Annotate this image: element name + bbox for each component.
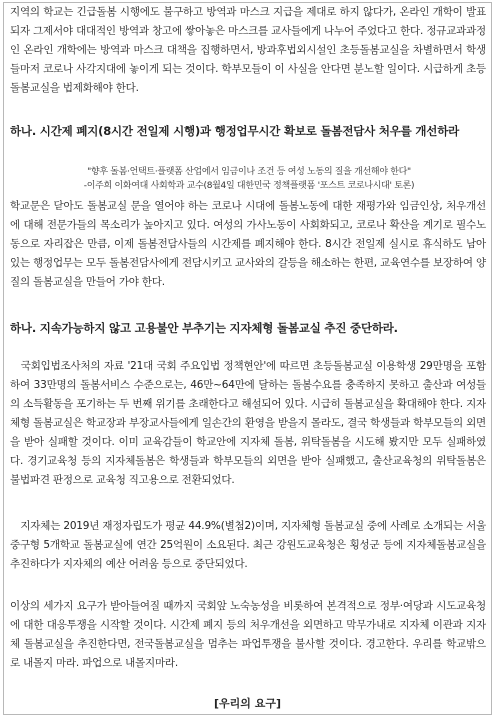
heading-local-gov: 하나. 지속가능하지 않고 고용불안 부추기는 지자체형 돌봄교실 추진 중단하라. xyxy=(10,321,398,335)
paragraph-finance: 지자체는 2019년 재정자립도가 평균 44.9%(별첨2)이며, 지자체형 돌봄교실 중에 사례로 소개되는 서울 중구형 5개학교 돌봄교실에 연간 25억원이 소요된다. 최근 강원도교육청은 횡성군 등에 지자체돌봄교실을 추진하다가 지자체의 예산 어려움 등으로 중단되었다. xyxy=(10,520,486,570)
heading-shift-work: 하나. 시간제 폐지(8시간 전일제 시행)과 행정업무시간 확보로 돌봄전담사 처우를 개선하라 xyxy=(10,124,460,138)
paragraph-care-labor: 학교문은 닫아도 돌봄교실 문을 열어야 하는 코로나 시대에 돌봄노동에 대한 재평가와 임금인상, 처우개선에 대해 전문가들의 목소리가 높아지고 있다. 여성의 가사노동이 사회화되고, 코로나 확산을 계기로 필수노동으로 자리잡은 만큼, 이제 돌봄전담사들의 시간제를 폐지해야 한다. 8시간 전일제 실시로 휴식하도 남아있는 행정업무는 모두 돌봄전담사에게 전담시키고 교사와의 갈등을 해소하는 한편, 교육연수를 보장하여 양질의 돌봄교실을 만들어 가야 한다. xyxy=(10,200,486,288)
paragraph-intro: 지역의 학교는 긴급돌봄 시행에도 불구하고 방역과 마스크 지급을 제대로 하지 않다가, 온라인 개학이 발표되자 그제서야 대대적인 방역과 창고에 쌓아놓은 마스크를 교사들에게 나누어 주었다고 한다. 정규교과과정인 온라인 개학에는 방역과 마스크 대책을 집행하면서, 방과후법외시설인 초등돌봄교실을 차별하면서 학생들마저 코로나 사각지대에 놓이게 되는 것이다. 학부모들이 이 사실을 안다면 분노할 일이다. 시급하게 초등돌봄교실을 법제화해야 한다. xyxy=(10,6,486,94)
section-footer-title: [우리의 요구] xyxy=(213,697,281,710)
quote-line-2: -이주희 이화여대 사회학과 교수(8월4일 대한민국 정책플랫폼 '포스트 코로나시대' 토론) xyxy=(83,181,415,191)
paragraph-research: 국회입법조사처의 자료 '21대 국회 주요입법 정책현안'에 따르면 초등돌봄교실 이용학생 29만명을 포함하여 33만명의 돌봄서비스 수준으로는, 46만~64만에 달하는 돌봄수요를 충족하지 못하고 출산과 여성들의 소득활동을 포기하는 두 번째 위기를 초래한다고 해설되어 있다. 시급히 돌봄교실을 확대해야 한다. 지자체형 돌봄교실은 학교장과 부장교사들에게 일손간의 환영을 받을지 몰라도, 결국 학생들과 학부모들의 외면을 받아 실패할 것이다. 이미 교육감들이 학교안에 지자체 돌봄, 위탁돌봄을 시도해 봤지만 모두 실패하였다. 경기교육청 등의 지자체돌봄은 학생들과 학부모들의 외면을 받아 실패했고, 출산교육청의 위탁돌봄은 불법파견 판정으로 교육청 직고용으로 전환되었다. xyxy=(10,360,486,486)
paragraph-warning: 이상의 세가지 요구가 받아들여질 때까지 국회앞 노숙농성을 비롯하여 본격적으로 정부·여당과 시도교육청에 대한 대응투쟁을 시작할 것이다. 시간제 폐지 등의 처우개선을 외면하고 막무가내로 지자체 이관과 지자체 돌봄교실을 추진한다면, 전국돌봄교실을 멈추는 파업투쟁을 불사할 것이다. 경고한다. 우리를 학교밖으로 내몰지 마라. 파업으로 내몰지마라. xyxy=(10,600,486,669)
document-page xyxy=(3,2,492,715)
quote-line-1: "향후 돌봄·언택트·플랫폼 산업에서 임금이나 조건 등 여성 노동의 질을 개선해야 한다" xyxy=(87,167,411,177)
